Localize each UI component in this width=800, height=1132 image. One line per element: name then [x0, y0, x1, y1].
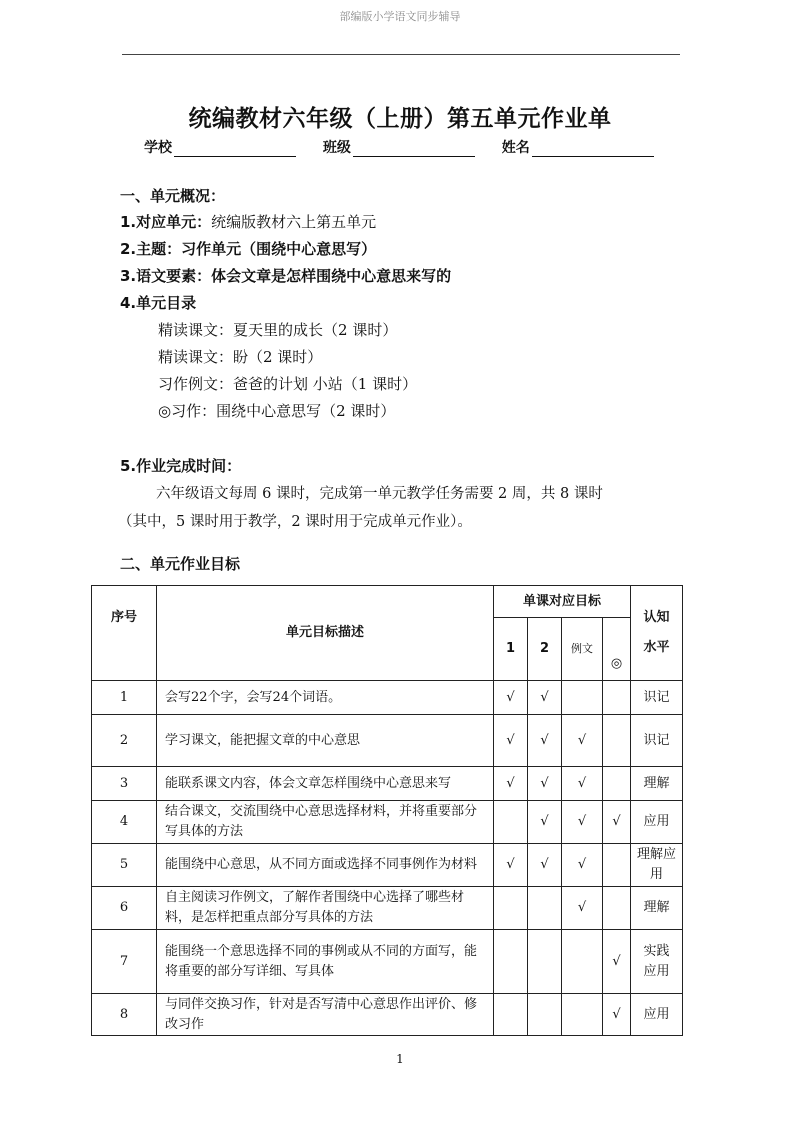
section2-heading: 二、单元作业目标 — [120, 555, 241, 573]
row-check-lesson2: √ — [528, 681, 562, 715]
row-level: 识记 — [631, 681, 683, 715]
info-line — [144, 137, 676, 157]
header-level — [631, 586, 683, 681]
header-index: 序号 — [92, 586, 157, 681]
item-catalog — [120, 292, 196, 313]
row-index: 5 — [92, 844, 157, 887]
table-row — [92, 801, 683, 844]
class-blank[interactable] — [353, 142, 475, 157]
row-check-writing — [603, 844, 631, 887]
row-description: 能围绕一个意思选择不同的事例或从不同的方面写，能将重要的部分写详细、写具体 — [157, 930, 494, 994]
row-check-writing — [603, 715, 631, 767]
row-check-writing: √ — [603, 930, 631, 994]
catalog-item: 习作例文：爸爸的计划 小站（1 课时） — [158, 375, 418, 393]
header-level-line1: 认知 — [643, 610, 670, 625]
row-index: 4 — [92, 801, 157, 844]
row-check-lesson2 — [528, 930, 562, 994]
subheader-example: 例文 — [562, 618, 603, 681]
row-check-writing — [603, 887, 631, 930]
row-check-example: √ — [562, 715, 603, 767]
row-check-example — [562, 994, 603, 1036]
row-index: 1 — [92, 681, 157, 715]
row-check-example: √ — [562, 801, 603, 844]
time-paragraph-line2: （其中，5 课时用于教学，2 课时用于完成单元作业）。 — [118, 514, 472, 530]
row-check-lesson1: √ — [494, 715, 528, 767]
item-unit-label: 1.对应单元： — [120, 213, 212, 231]
row-check-lesson1: √ — [494, 681, 528, 715]
row-description: 会写22个字，会写24个词语。 — [157, 681, 494, 715]
row-check-lesson1 — [494, 930, 528, 994]
row-description: 结合课文，交流围绕中心意思选择材料，并将重要部分写具体的方法 — [157, 801, 494, 844]
row-level: 识记 — [631, 715, 683, 767]
row-check-lesson2: √ — [528, 767, 562, 801]
catalog-item: 精读课文：夏天里的成长（2 课时） — [158, 321, 398, 339]
header-rule — [122, 54, 680, 55]
item-unit — [120, 211, 376, 232]
item-theme — [120, 238, 376, 259]
row-check-writing — [603, 767, 631, 801]
table-row — [92, 844, 683, 887]
subheader-lesson-2: 2 — [528, 618, 562, 681]
row-check-writing: √ — [603, 801, 631, 844]
row-index: 6 — [92, 887, 157, 930]
class-label: 班级 — [322, 140, 351, 156]
row-check-example: √ — [562, 767, 603, 801]
row-level: 应用 — [631, 994, 683, 1036]
catalog-item: ◎习作：围绕中心意思写（2 课时） — [158, 402, 396, 420]
row-check-example: √ — [562, 887, 603, 930]
row-index: 3 — [92, 767, 157, 801]
table-row — [92, 994, 683, 1036]
item-unit-value: 统编版教材六上第五单元 — [211, 213, 377, 231]
name-label: 姓名 — [501, 140, 530, 156]
row-check-writing — [603, 681, 631, 715]
row-check-writing: √ — [603, 994, 631, 1036]
row-index: 2 — [92, 715, 157, 767]
row-check-lesson1 — [494, 801, 528, 844]
item-theme-text: 2.主题：习作单元（围绕中心意思写） — [120, 240, 377, 258]
name-field — [502, 137, 654, 157]
school-field — [144, 137, 296, 157]
row-check-example — [562, 681, 603, 715]
row-level: 应用 — [631, 801, 683, 844]
header-note: 部编版小学语文同步辅导 — [339, 10, 461, 23]
row-level: 理解 — [631, 767, 683, 801]
row-check-lesson1: √ — [494, 767, 528, 801]
class-field — [323, 137, 475, 157]
school-label: 学校 — [144, 140, 172, 156]
item-catalog-text: 4.单元目录 — [120, 294, 197, 312]
name-blank[interactable] — [532, 142, 654, 157]
section1-heading: 一、单元概况： — [120, 187, 226, 205]
table-row — [92, 681, 683, 715]
row-check-lesson1: √ — [494, 844, 528, 887]
row-index: 8 — [92, 994, 157, 1036]
row-description: 自主阅读习作例文，了解作者围绕中心选择了哪些材料，是怎样把重点部分写具体的方法 — [157, 887, 494, 930]
subheader-lesson-1: 1 — [494, 618, 528, 681]
goals-table — [91, 585, 683, 1036]
page-number: 1 — [396, 1052, 404, 1066]
row-check-lesson2: √ — [528, 844, 562, 887]
row-index: 7 — [92, 930, 157, 994]
row-description: 能联系课文内容，体会文章怎样围绕中心意思来写 — [157, 767, 494, 801]
row-check-lesson2 — [528, 994, 562, 1036]
row-check-example — [562, 930, 603, 994]
time-paragraph-line1: 六年级语文每周 6 课时，完成第一单元教学任务需要 2 周，共 8 课时 — [156, 486, 603, 502]
table-row — [92, 930, 683, 994]
row-check-lesson1 — [494, 994, 528, 1036]
row-description: 能围绕中心意思，从不同方面或选择不同事例作为材料 — [157, 844, 494, 887]
table-row — [92, 715, 683, 767]
page-title: 统编教材六年级（上册）第五单元作业单 — [188, 106, 612, 132]
header-level-line2: 水平 — [643, 640, 670, 655]
subheader-writing: ◎ — [603, 618, 631, 681]
table-row — [92, 887, 683, 930]
table-row — [92, 767, 683, 801]
row-check-lesson2: √ — [528, 715, 562, 767]
table-header-row — [92, 586, 683, 618]
row-description: 与同伴交换习作，针对是否写清中心意思作出评价、修改习作 — [157, 994, 494, 1036]
catalog-item: 精读课文：盼（2 课时） — [158, 348, 323, 366]
row-level: 实践应用 — [631, 930, 683, 994]
item-time — [120, 455, 241, 476]
row-check-lesson2: √ — [528, 801, 562, 844]
row-description: 学习课文，能把握文章的中心意思 — [157, 715, 494, 767]
row-level: 理解 — [631, 887, 683, 930]
header-description: 单元目标描述 — [157, 586, 494, 681]
school-blank[interactable] — [174, 142, 296, 157]
row-check-lesson1 — [494, 887, 528, 930]
item-time-text: 5.作业完成时间： — [120, 457, 242, 475]
header-lesson-goals: 单课对应目标 — [494, 586, 631, 618]
row-check-lesson2 — [528, 887, 562, 930]
item-element-text: 3.语文要素：体会文章是怎样围绕中心意思来写的 — [120, 267, 452, 285]
row-check-example: √ — [562, 844, 603, 887]
item-element — [120, 265, 451, 286]
row-level: 理解应用 — [631, 844, 683, 887]
